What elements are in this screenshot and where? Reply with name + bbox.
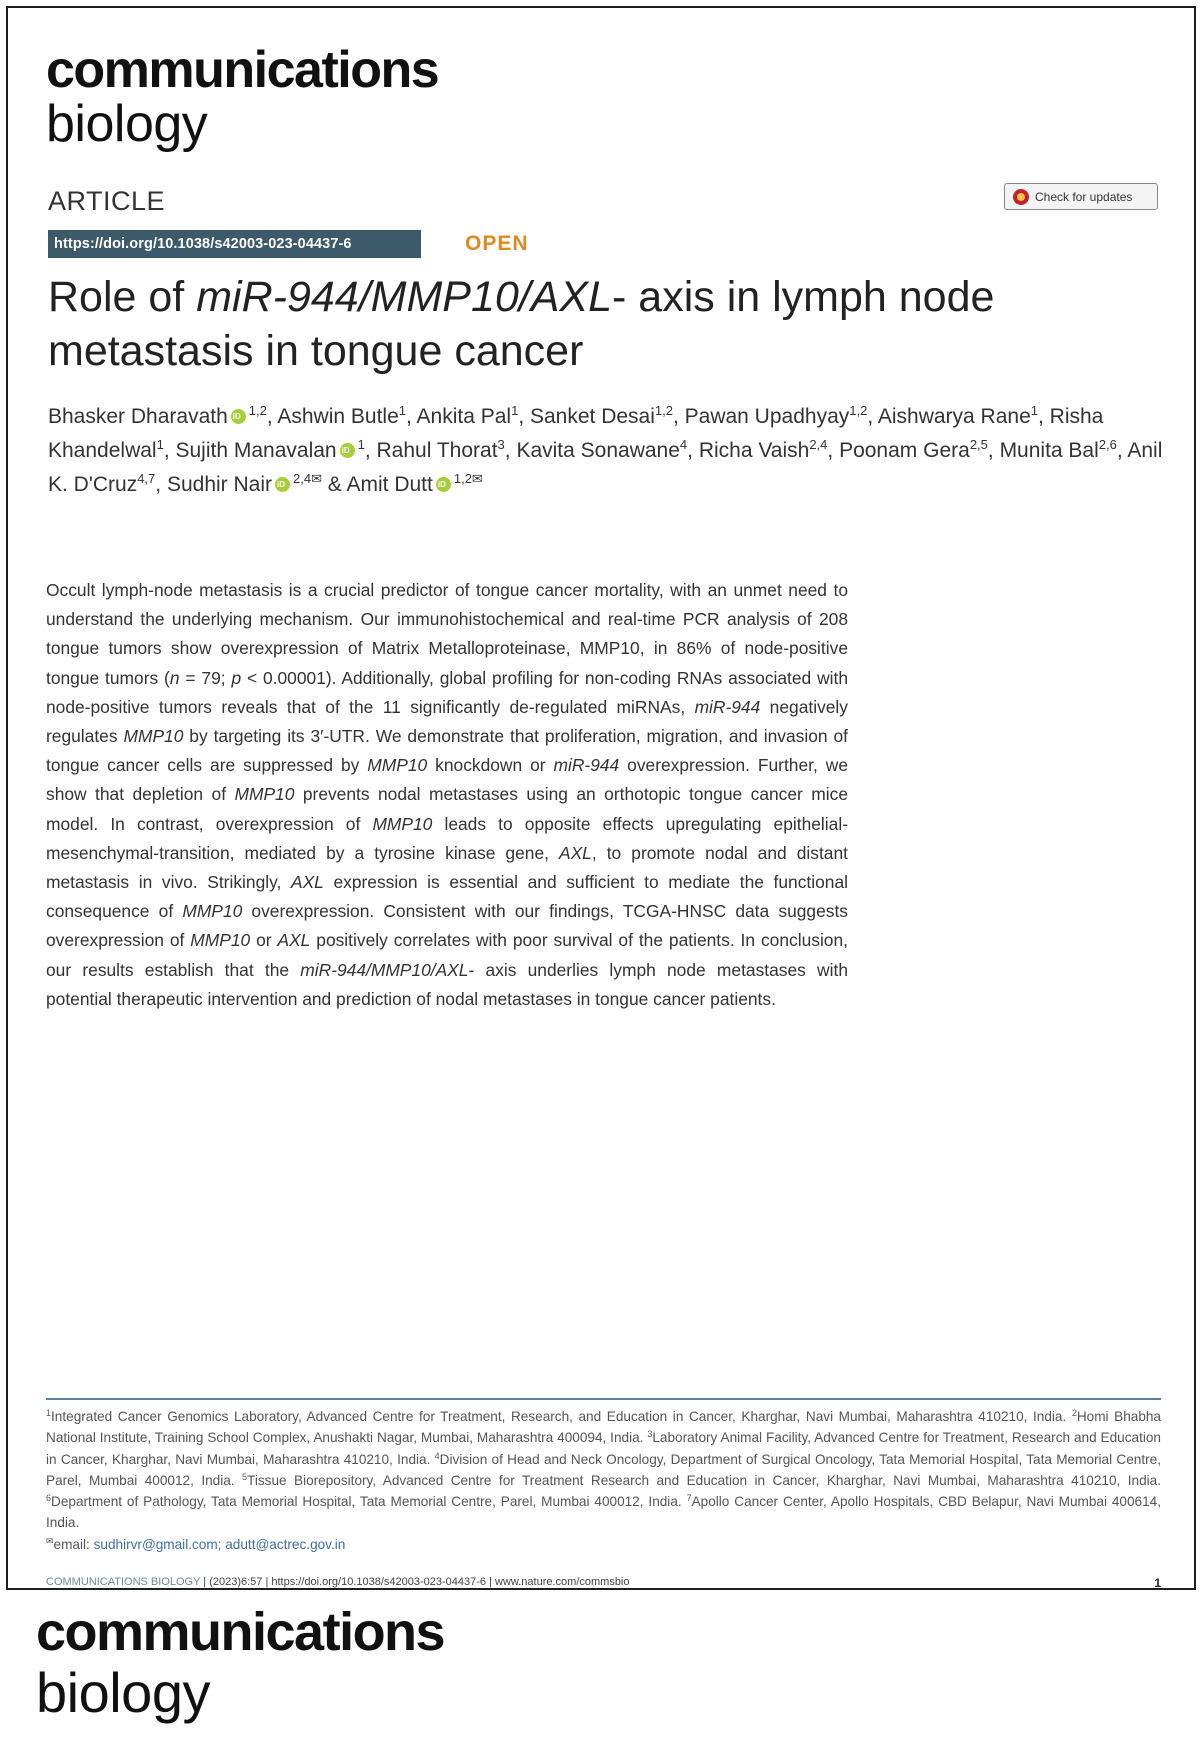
orcid-icon[interactable] [340, 443, 355, 458]
author-name[interactable]: Anil K. D'Cruz [48, 439, 1163, 496]
author-separator: , [827, 439, 840, 462]
abstract-text: leads to opposite effects upregulating epithelial-mesenchymal-transition, mediated by a tyrosine kinase gene, [46, 813, 848, 863]
author-separator: , [1116, 439, 1128, 462]
author-affiliation-sup: 1 [357, 437, 365, 452]
author-separator: , [687, 439, 699, 462]
abstract-text: overexpression. Consistent with our findings, TCGA-HNSC data suggests overexpression of [46, 901, 848, 951]
author-affiliation-sup: 1 [511, 403, 519, 418]
affiliation-number: 1 [46, 1408, 52, 1418]
abstract-text: miR-944 [694, 696, 761, 717]
crossmark-icon [1013, 189, 1029, 205]
journal-name-line1: communications [46, 41, 439, 99]
author-affiliation-sup: 1,2 [654, 403, 673, 418]
author-name[interactable]: Ankita Pal [416, 405, 512, 428]
abstract-text: MMP10 [182, 901, 243, 922]
affiliation-text: Integrated Cancer Genomics Laboratory, Advanced Centre for Treatment, Research, and Education in Cancer, Kharghar, Navi Mumbai, Maharashtra 410210, India. [51, 1409, 1072, 1424]
check-for-updates-label: Check for updates [1035, 189, 1133, 204]
author-separator: , [406, 405, 417, 428]
author-separator: , [504, 439, 517, 462]
abstract-text: miR-944 [553, 755, 620, 776]
orcid-icon[interactable] [275, 477, 290, 492]
footer-citation: COMMUNICATIONS BIOLOGY | (2023)6:57 | https://doi.org/10.1038/s42003-023-04437-6 | www.nature.com/commsbio [46, 1576, 630, 1588]
abstract-text: knockdown or [427, 755, 554, 776]
author-separator: , [672, 405, 685, 428]
author-name[interactable]: Ashwin Butle [277, 405, 399, 428]
author-name[interactable]: Munita Bal [999, 439, 1099, 462]
author-name[interactable]: Sudhir Nair [166, 473, 272, 496]
author-name[interactable]: Bhasker Dharavath [48, 405, 228, 428]
author-name[interactable]: Pawan Upadhyay [684, 405, 850, 428]
bottom-logo-line2: biology [36, 1661, 210, 1724]
author-separator: , [266, 405, 278, 428]
check-for-updates-button[interactable] [1004, 183, 1158, 210]
author-affiliation-sup: 1,2 [849, 403, 868, 418]
affiliations-divider [46, 1398, 1161, 1400]
author-name[interactable]: Richa Vaish [698, 439, 810, 462]
page-number: 1 [1154, 1576, 1161, 1590]
abstract-text: = 79; [179, 667, 232, 688]
author-affiliation-sup: 2,4✉ [293, 471, 322, 486]
author-name[interactable]: Aishwarya Rane [877, 405, 1031, 428]
page-footer [46, 1576, 1161, 1590]
author-affiliation-sup: 1,2 [248, 403, 267, 418]
abstract-text: , to promote nodal and distant metastasis in vivo. Strikingly, [46, 842, 848, 893]
affiliation-number: 3 [647, 1429, 653, 1440]
doi-link[interactable]: https://doi.org/10.1038/s42003-023-04437-6 [48, 230, 421, 258]
affiliation-text: Laboratory Animal Facility, Advanced Centre for Treatment, Research and Education in Cancer, Kharghar, Navi Mumbai, Maharashtra 410210, India. [46, 1430, 1161, 1467]
affiliation-number: 6 [46, 1493, 52, 1504]
author-affiliation-sup: 2,6 [1098, 437, 1117, 452]
author-list [48, 400, 1168, 502]
affiliations [46, 1406, 1161, 1555]
author-separator: , [163, 439, 176, 462]
bottom-logo-line1: communications [36, 1602, 445, 1662]
abstract-text: prevents nodal metastases using an orthotopic tongue cancer mice model. In contrast, overexpression of [46, 784, 848, 834]
affiliation-number: 4 [434, 1450, 440, 1461]
abstract-text: MMP10 [367, 755, 428, 776]
abstract-text: MMP10 [123, 726, 184, 747]
article-page [6, 6, 1196, 1590]
article-type-label: ARTICLE [48, 186, 166, 216]
email-envelope-icon: ✉ [46, 1535, 54, 1546]
author-separator: , [364, 439, 377, 462]
orcid-icon[interactable] [436, 477, 451, 492]
article-title: Role of miR-944/MMP10/AXL- axis in lymph node metastasis in tongue cancer [48, 273, 995, 375]
author-name[interactable]: Kavita Sonawane [516, 439, 680, 462]
author-affiliation-sup: 1 [156, 437, 164, 452]
abstract-text: Occult lymph-node metastasis is a crucial predictor of tongue cancer mortality, with an unmet need to understand the underlying mechanism. Our immunohistochemical and real-time PCR analysis of 208 tongue tumors show overexpression of Matrix Metalloproteinase, MMP10, in 86% of node-positive tongue tumors ( [46, 580, 848, 688]
author-name[interactable]: Poonam Gera [839, 439, 970, 462]
affiliation-text: Homi Bhabha National Institute, Training School Complex, Anushakti Nagar, Mumbai, Maharashtra 400094, India. [46, 1409, 1161, 1446]
affiliation-number: 7 [686, 1493, 692, 1504]
abstract-text: miR-944/MMP10/AXL [300, 959, 469, 980]
abstract-text: n [169, 667, 180, 688]
orcid-icon[interactable] [231, 409, 246, 424]
abstract-text: or [250, 930, 278, 951]
author-affiliation-sup: 1 [1030, 403, 1038, 418]
author-name[interactable]: Amit Dutt [346, 473, 433, 496]
abstract-text: MMP10 [372, 813, 433, 834]
author-affiliation-sup: 4,7 [137, 471, 156, 486]
author-separator: , [1037, 405, 1050, 428]
journal-logo-bottom [36, 1602, 445, 1724]
abstract [46, 576, 848, 1014]
abstract-text: positively correlates with poor survival of the patients. In conclusion, our results establish that the [46, 930, 848, 980]
email-label: email: [53, 1536, 94, 1552]
author-separator: , [987, 439, 1000, 462]
abstract-text: by targeting its 3′-UTR. We demonstrate that proliferation, migration, and invasion of tongue cancer cells are suppressed by [46, 726, 848, 776]
abstract-text: - axis underlies lymph node metastases with potential therapeutic intervention and prediction of nodal metastases in tongue cancer patients. [46, 959, 848, 1009]
affiliation-text: Tissue Biorepository, Advanced Centre for Treatment Research and Education in Cancer, Kharghar, Navi Mumbai, Maharashtra 410210, India. [247, 1472, 1161, 1488]
affiliation-number: 2 [1071, 1408, 1077, 1418]
author-affiliation-sup: 3 [497, 437, 505, 452]
abstract-text: < 0.00001). Additionally, global profiling for non-coding RNAs associated with node-positive tumors reveals that of the 11 significantly de-regulated miRNAs, [46, 667, 849, 717]
email-addresses[interactable]: sudhirvr@gmail.com; adutt@actrec.gov.in [93, 1536, 346, 1552]
abstract-text: overexpression. Further, we show that depletion of [46, 755, 848, 805]
author-affiliation-sup: 2,4 [809, 437, 828, 452]
affiliation-text: Department of Pathology, Tata Memorial Hospital, Tata Memorial Centre, Parel, Mumbai 400012, India. [51, 1494, 687, 1510]
author-name[interactable]: Rahul Thorat [376, 439, 498, 462]
author-affiliation-sup: 1 [398, 403, 406, 418]
journal-logo [46, 41, 439, 153]
abstract-text: p [231, 667, 242, 688]
author-separator: , [867, 405, 878, 428]
author-affiliation-sup: 1,2✉ [453, 471, 483, 486]
author-name[interactable]: Sanket Desai [529, 405, 655, 428]
journal-name-line2: biology [46, 95, 208, 153]
author-separator: , [155, 473, 167, 496]
abstract-text: expression is essential and sufficient to mediate the functional consequence of [46, 872, 849, 922]
abstract-text: AXL [290, 872, 324, 893]
affiliation-number: 5 [242, 1471, 248, 1482]
author-name[interactable]: Sujith Manavalan [175, 439, 337, 462]
abstract-text: negatively regulates [46, 696, 848, 747]
affiliation-text: Apollo Cancer Center, Apollo Hospitals, CBD Belapur, Navi Mumbai 400614, India. [46, 1494, 1161, 1531]
author-separator: & [321, 473, 347, 496]
open-access-label: OPEN [465, 232, 529, 255]
author-affiliation-sup: 4 [679, 437, 688, 452]
abstract-text: MMP10 [234, 784, 295, 805]
abstract-text: MMP10 [190, 930, 251, 951]
author-separator: , [518, 405, 530, 428]
affiliation-text: Division of Head and Neck Oncology, Department of Surgical Oncology, Tata Memorial Hospital, Tata Memorial Centre, Parel, Mumbai 400012, India. [46, 1451, 1161, 1488]
author-affiliation-sup: 2,5 [969, 437, 988, 452]
author-name[interactable]: Risha Khandelwal [48, 405, 1104, 462]
abstract-text: AXL [277, 930, 311, 951]
abstract-text: AXL [558, 842, 592, 863]
